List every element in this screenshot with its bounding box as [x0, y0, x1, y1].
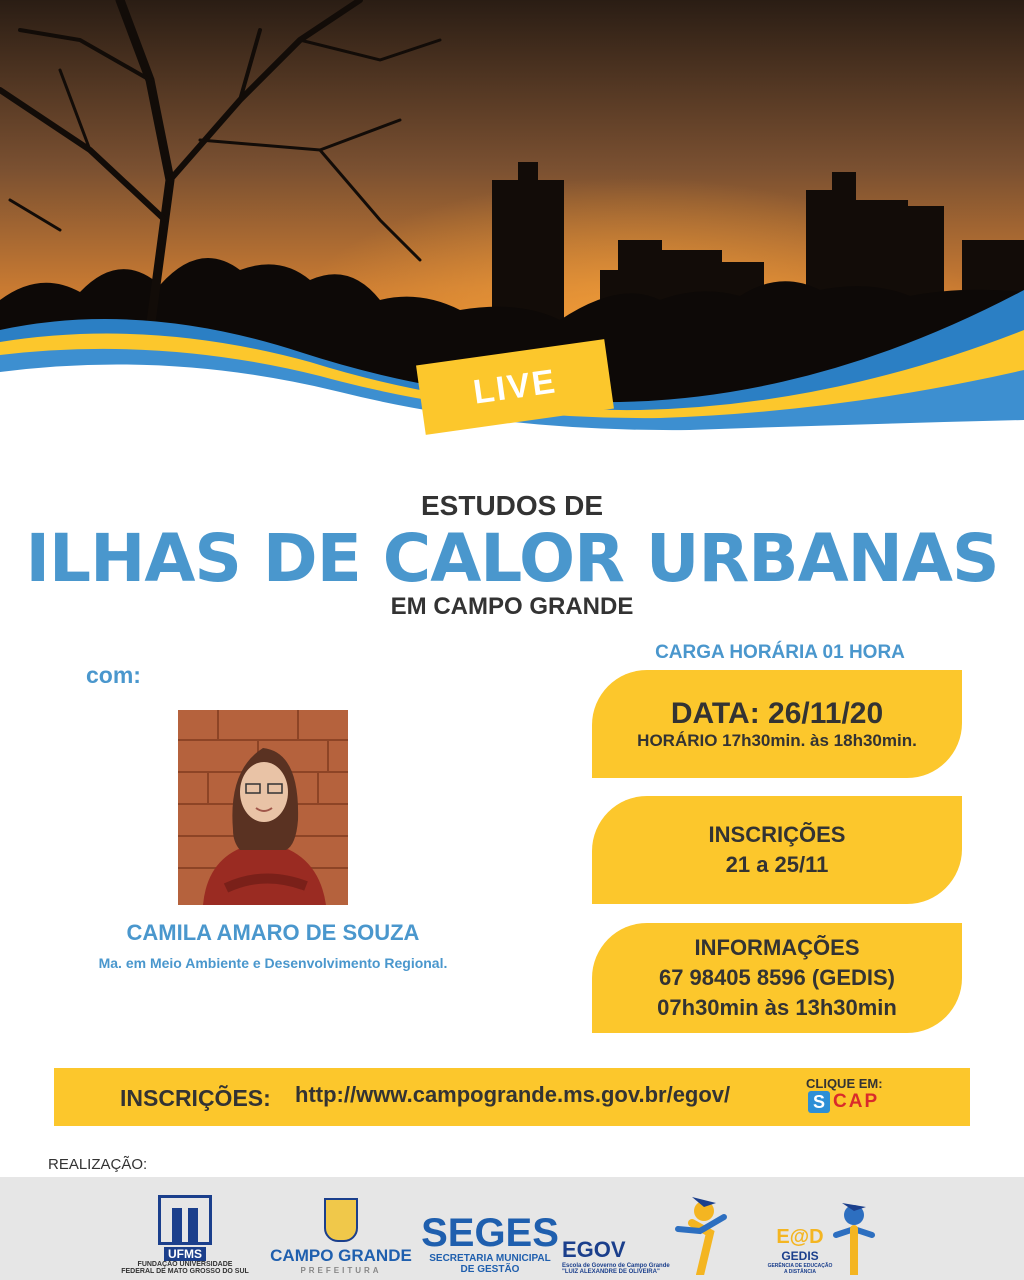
seges-name: SEGES: [421, 1211, 559, 1255]
click-on-label: CLIQUE EM:: [806, 1076, 883, 1091]
gedis-ead-name: E@D: [776, 1226, 824, 1248]
gedis-caption-1: GERÊNCIA DE EDUCAÇÃO: [767, 1263, 833, 1269]
campo-grande-sub: PREFEITURA: [300, 1266, 382, 1275]
title-main: ILHAS DE CALOR URBANAS: [25, 520, 999, 597]
egov-caption-1: Escola de Governo de Campo Grande: [562, 1263, 670, 1269]
graduate-figure-icon: [670, 1193, 730, 1275]
registration-dates: 21 a 25/11: [725, 852, 829, 877]
contact-title: INFORMAÇÕES: [694, 935, 860, 960]
campo-grande-logo: [268, 1183, 414, 1275]
registration-title: INSCRIÇÕES: [708, 822, 846, 847]
registration-url-link[interactable]: http://www.campogrande.ms.gov.br/egov/: [295, 1082, 731, 1107]
speaker-name: CAMILA AMARO DE SOUZA: [126, 920, 420, 945]
campo-grande-name: CAMPO GRANDE: [270, 1246, 412, 1265]
ufms-logo: [121, 1183, 249, 1275]
event-time: HORÁRIO 17h30min. às 18h30min.: [637, 731, 917, 750]
gedis-caption-2: A DISTÂNCIA: [783, 1269, 817, 1275]
registration-label: INSCRIÇÕES:: [120, 1085, 271, 1111]
registration-period-box: [592, 796, 962, 904]
gedis-name: GEDIS: [781, 1249, 819, 1263]
ufms-name: UFMS: [164, 1247, 206, 1261]
gedis-graduate-icon: [832, 1195, 876, 1275]
egov-caption-2: "LUIZ ALEXANDRE DE OLIVEIRA": [562, 1269, 660, 1275]
title-pre: ESTUDOS DE: [420, 490, 604, 521]
carga-horaria: CARGA HORÁRIA 01 HORA: [655, 642, 905, 663]
gedis-logo: [762, 1183, 882, 1275]
contact-phone: 67 98405 8596 (GEDIS): [658, 965, 896, 990]
speaker-photo: [178, 710, 348, 905]
contact-info-box: [592, 923, 962, 1033]
event-date: DATA: 26/11/20: [670, 697, 884, 730]
speaker-portrait-image: [178, 710, 348, 905]
title-post: EM CAMPO GRANDE: [390, 593, 634, 620]
contact-hours: 07h30min às 13h30min: [657, 995, 897, 1020]
ufms-caption-2: FEDERAL DE MATO GROSSO DO SUL: [121, 1268, 249, 1275]
scap-rest-letters: CAP: [833, 1091, 880, 1112]
speaker-role: Ma. em Meio Ambiente e Desenvolvimento Regional.: [98, 955, 448, 971]
speaker-intro: com:: [86, 662, 141, 688]
ufms-emblem-icon: [158, 1195, 212, 1245]
scap-link[interactable]: [808, 1091, 879, 1113]
seges-caption-2: DE GESTÃO: [460, 1264, 520, 1275]
city-crest-icon: [324, 1198, 358, 1242]
realizacao-label: REALIZAÇÃO:: [48, 1156, 148, 1173]
ufms-caption-1: FUNDAÇÃO UNIVERSIDADE: [137, 1261, 233, 1268]
live-badge-label: LIVE: [470, 361, 559, 412]
seges-logo: [421, 1183, 559, 1275]
egov-logo: [562, 1183, 744, 1275]
date-box: [592, 670, 962, 778]
scap-s-letter: S: [808, 1091, 830, 1113]
seges-caption-1: SECRETARIA MUNICIPAL: [429, 1253, 551, 1264]
egov-name: EGOV: [562, 1237, 626, 1262]
